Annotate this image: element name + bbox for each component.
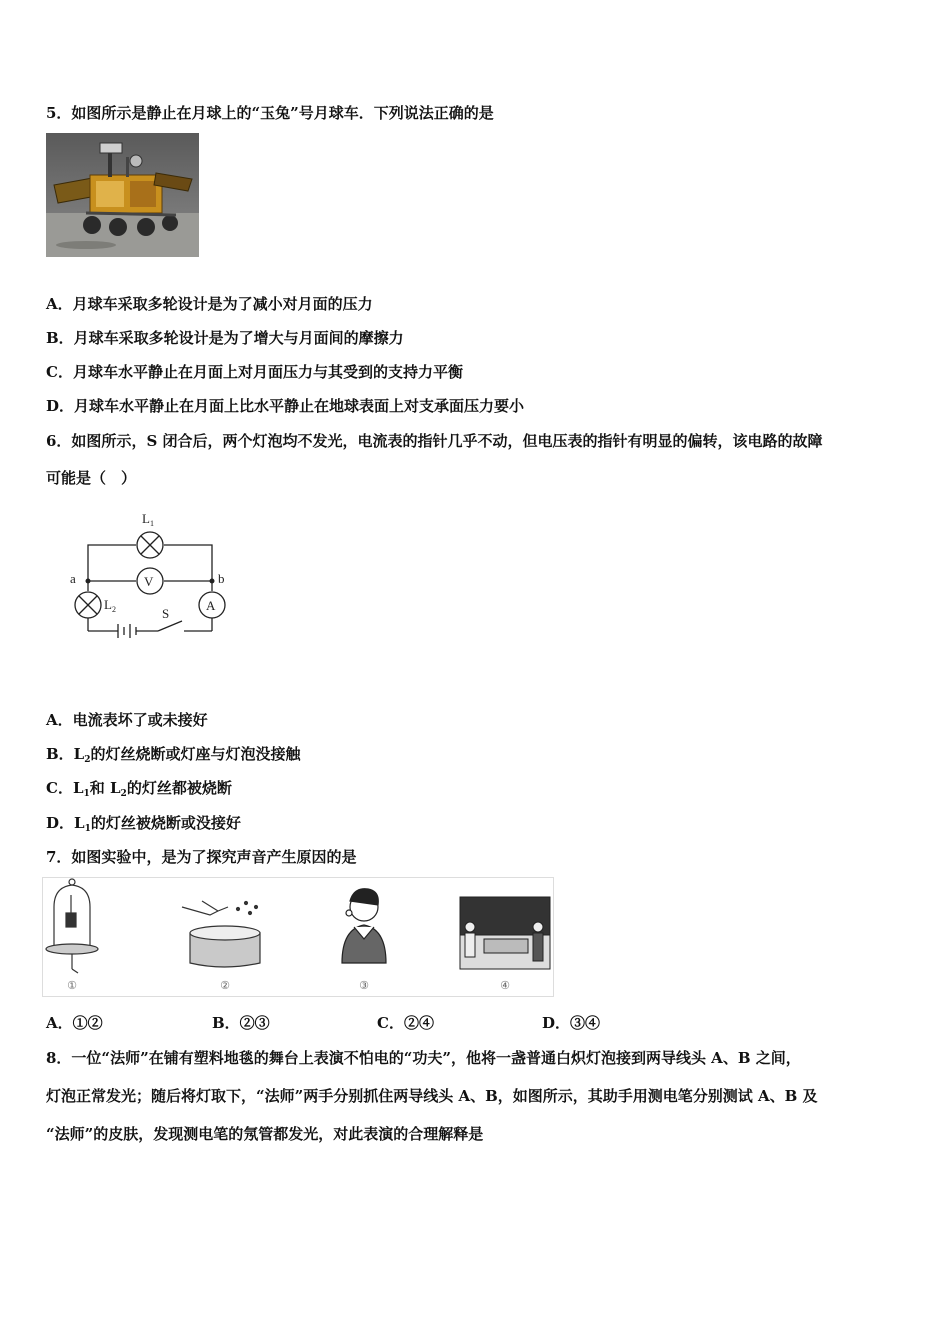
figure-label-1: ①	[67, 980, 77, 992]
q7-option-a: A．①②	[46, 1014, 103, 1032]
q7-stem: 7．如图实验中，是为了探究声音产生原因的是	[46, 848, 357, 866]
q7-option-c: C．②④	[377, 1014, 434, 1032]
node-a-label: a	[70, 571, 76, 586]
ammeter-label: A	[206, 598, 216, 613]
lamp2-label: $L_2$	[104, 597, 116, 614]
node-b-label: b	[218, 571, 225, 586]
q8-stem-line2: 灯泡正常发光；随后将灯取下，“法师”两手分别抓住两导线头 A、B，如图所示，其助手用测电笔分别测试 A、B 及	[46, 1087, 818, 1105]
q6-option-b: B．$L_2$的灯丝烧断或灯座与灯泡没接触	[46, 745, 301, 765]
q6-option-a: A．电流表坏了或未接好	[46, 711, 208, 729]
q5-stem: 5．如图所示是静止在月球上的“玉兔”号月球车．下列说法正确的是	[46, 104, 494, 122]
q5-option-b: B．月球车采取多轮设计是为了增大与月面间的摩擦力	[46, 329, 404, 347]
voltmeter-label: V	[144, 574, 154, 589]
q5-option-d: D．月球车水平静止在月面上比水平静止在地球表面上对支承面压力要小	[46, 397, 525, 415]
figure-label-4: ④	[500, 980, 510, 992]
sound-experiments-figure	[42, 877, 554, 997]
q6-option-c: C．$L_1$和 $L_2$的灯丝都被烧断	[46, 779, 232, 799]
q6-stem-line2: 可能是（ ）	[46, 469, 137, 487]
circuit-diagram	[58, 505, 258, 645]
figure-label-3: ③	[359, 980, 369, 992]
figure-label-2: ②	[220, 980, 230, 992]
q7-option-d: D．③④	[542, 1014, 601, 1032]
q6-stem-line1: 6．如图所示，S 闭合后，两个灯泡均不发光，电流表的指针几乎不动，但电压表的指针有明显的偏转，该电路的故障	[46, 432, 823, 450]
q8-stem-line3: “法师”的皮肤，发现测电笔的氖管都发光，对此表演的合理解释是	[46, 1125, 484, 1143]
lamp1-label: $L_1$	[142, 511, 154, 528]
switch-label: S	[162, 606, 170, 621]
q8-stem-line1: 8．一位“法师”在铺有塑料地毯的舞台上表演不怕电的“功夫”，他将一盏普通白炽灯泡接到两导线头 A、B 之间，	[46, 1049, 801, 1067]
q5-option-a: A．月球车采取多轮设计是为了减小对月面的压力	[46, 295, 373, 313]
q7-option-b: B．②③	[212, 1014, 270, 1032]
q6-option-d: D．$L_1$的灯丝被烧断或没接好	[46, 814, 241, 834]
q5-option-c: C．月球车水平静止在月面上对月面压力与其受到的支持力平衡	[46, 363, 463, 381]
lunar-rover-photo	[46, 133, 199, 257]
